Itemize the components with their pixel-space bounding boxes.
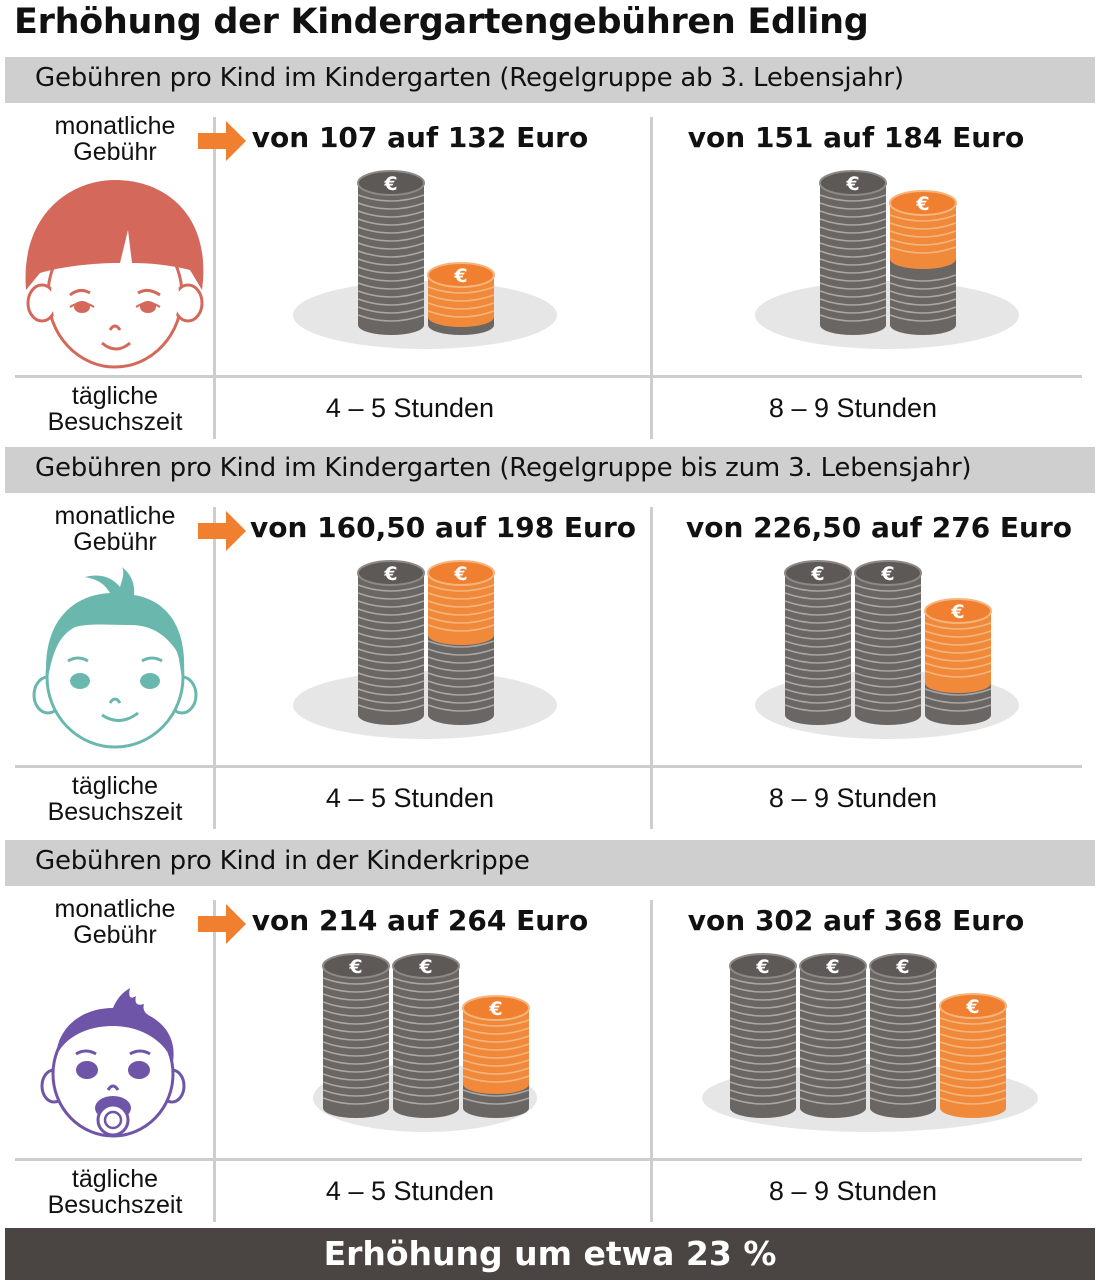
coin-stack-orange — [428, 263, 494, 335]
coin-stack-grey — [393, 954, 459, 1118]
fee-change-text: von 226,50 auf 276 Euro — [686, 511, 1073, 544]
coin-stack-chart — [700, 948, 1050, 1140]
svg-text:€: € — [966, 996, 980, 1018]
fee-change-text: von 151 auf 184 Euro — [687, 121, 1025, 154]
divider-vertical — [650, 900, 653, 1222]
svg-text:€: € — [489, 998, 503, 1020]
divider-vertical — [650, 507, 653, 829]
arrow-right-icon — [198, 904, 248, 944]
coin-stack-mixed — [925, 599, 991, 725]
baby-pacifier-face-icon — [38, 986, 188, 1146]
divider-vertical — [650, 117, 653, 439]
svg-text:€: € — [811, 563, 825, 585]
svg-text:€: € — [384, 563, 398, 585]
svg-text:€: € — [454, 563, 468, 585]
divider-vertical — [213, 507, 216, 829]
monthly-fee-label: monatliche Gebühr — [54, 502, 176, 556]
svg-text:€: € — [419, 956, 433, 978]
coin-stack-grey — [820, 171, 886, 335]
section-header-text: Gebühren pro Kind im Kindergarten (Regelgruppe ab 3. Lebensjahr) — [35, 63, 904, 93]
hours-text: 4 – 5 Stunden — [325, 783, 495, 813]
coin-stack-mixed — [428, 561, 494, 725]
coin-stack-mixed — [463, 996, 529, 1118]
coin-stack-chart — [290, 948, 560, 1140]
hours-text: 4 – 5 Stunden — [325, 393, 495, 423]
svg-text:€: € — [349, 956, 363, 978]
page-title: Erhöhung der Kindergartengebühren Edling — [14, 2, 869, 42]
section-header-kinderkrippe — [5, 840, 1095, 886]
hours-text: 8 – 9 Stunden — [768, 393, 938, 423]
daily-time-label: tägliche Besuchszeit — [47, 1165, 183, 1219]
divider-horizontal — [15, 765, 1082, 768]
summary-text: Erhöhung um etwa 23 % — [323, 1234, 777, 1273]
hours-text: 4 – 5 Stunden — [325, 1176, 495, 1206]
coin-stack-orange — [940, 994, 1006, 1118]
svg-text:€: € — [454, 265, 468, 287]
divider-vertical — [213, 900, 216, 1222]
coin-stack-grey — [870, 954, 936, 1118]
divider-vertical — [213, 117, 216, 439]
coin-stack-grey — [358, 171, 424, 335]
coin-stack-grey — [855, 561, 921, 725]
svg-text:€: € — [881, 563, 895, 585]
arrow-right-icon — [198, 511, 248, 551]
fee-change-text: von 160,50 auf 198 Euro — [250, 511, 637, 544]
monthly-fee-label: monatliche Gebühr — [54, 112, 176, 166]
summary-banner — [5, 1228, 1095, 1280]
fee-change-text: von 302 auf 368 Euro — [687, 904, 1025, 937]
coin-stack-mixed — [890, 191, 956, 335]
svg-text:€: € — [846, 173, 860, 195]
section-header-kindergarten-bis-3 — [5, 447, 1095, 493]
boy-face-icon — [20, 175, 210, 370]
section-header-text: Gebühren pro Kind im Kindergarten (Regelgruppe bis zum 3. Lebensjahr) — [35, 453, 972, 483]
daily-time-label: tägliche Besuchszeit — [47, 382, 183, 436]
coin-stack-chart — [290, 165, 560, 357]
section-header-kindergarten-ab-3 — [5, 57, 1095, 103]
coin-stack-grey — [358, 561, 424, 725]
toddler-face-icon — [30, 565, 200, 750]
coin-stack-grey — [323, 954, 389, 1118]
coin-stack-chart — [752, 555, 1022, 747]
coin-stack-grey — [730, 954, 796, 1118]
coin-stack-grey — [800, 954, 866, 1118]
arrow-right-icon — [198, 121, 248, 161]
coin-stack-chart — [752, 165, 1022, 357]
svg-text:€: € — [756, 956, 770, 978]
divider-horizontal — [15, 375, 1082, 378]
svg-text:€: € — [916, 193, 930, 215]
svg-text:€: € — [384, 173, 398, 195]
hours-text: 8 – 9 Stunden — [768, 1176, 938, 1206]
fee-change-text: von 107 auf 132 Euro — [251, 121, 589, 154]
coin-stack-chart — [290, 555, 560, 747]
divider-horizontal — [15, 1158, 1082, 1161]
monthly-fee-label: monatliche Gebühr — [54, 895, 176, 949]
hours-text: 8 – 9 Stunden — [768, 783, 938, 813]
coin-stack-grey — [785, 561, 851, 725]
svg-text:€: € — [896, 956, 910, 978]
daily-time-label: tägliche Besuchszeit — [47, 772, 183, 826]
section-header-text: Gebühren pro Kind in der Kinderkrippe — [35, 846, 530, 876]
fee-change-text: von 214 auf 264 Euro — [251, 904, 589, 937]
svg-text:€: € — [826, 956, 840, 978]
svg-text:€: € — [951, 601, 965, 623]
